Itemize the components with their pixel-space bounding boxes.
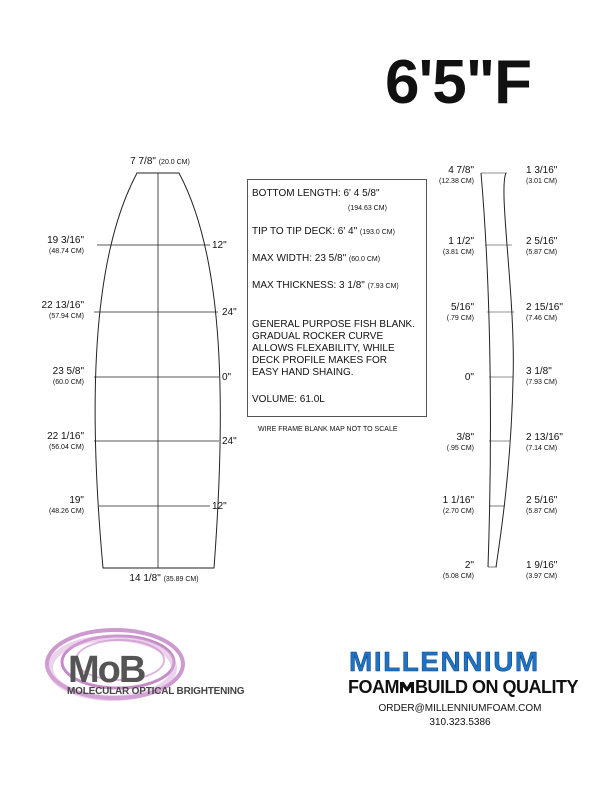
bottom-length: BOTTOM LENGTH: 6' 4 5/8" (252, 188, 380, 199)
width-label-4 (20, 431, 84, 452)
width-in: 22 13/16" (41, 300, 84, 311)
rocker-in: 1 1/2" (448, 236, 474, 247)
tip-to-tip-cm: (193.0 CM) (359, 229, 395, 236)
tip-to-tip (252, 226, 395, 239)
description-line-4: DECK PROFILE MAKES FOR (252, 355, 388, 366)
nose-width-label (110, 156, 210, 169)
page-title: 6'5"F (385, 48, 531, 117)
thickness-label-4 (526, 366, 557, 387)
thickness-cm: (3.97 CM) (526, 573, 558, 580)
max-thickness-in: MAX THICKNESS: 3 1/8" (252, 280, 365, 291)
width-in: 22 1/16" (47, 431, 84, 442)
bottom-length-cm: (194.63 CM) (348, 205, 387, 212)
width-cm: (48.74 CM) (48, 248, 84, 255)
max-thickness (252, 280, 399, 293)
station-label-1: 12" (212, 240, 227, 251)
tail-width-label (104, 573, 224, 586)
rocker-in: 3/8" (456, 432, 474, 443)
rocker-cm: (3.81 CM) (442, 249, 474, 256)
thickness-in: 2 5/16" (526, 236, 558, 247)
width-label-3 (20, 366, 84, 387)
thickness-in: 1 9/16" (526, 560, 558, 571)
description-line-5: EASY HAND SHAING. (252, 367, 354, 378)
millennium-logo-text: MILLENNIUM (349, 646, 540, 677)
rocker-label-3 (418, 302, 474, 323)
description-line-3: ALLOWS FLEXABILITY, WHILE (252, 343, 395, 354)
width-in: 19" (69, 495, 84, 506)
tip-to-tip-in: TIP TO TIP DECK: 6' 4" (252, 226, 358, 237)
thickness-label-5 (526, 432, 563, 453)
thickness-in: 1 3/16" (526, 165, 558, 176)
thickness-cm: (7.46 CM) (526, 315, 558, 322)
max-thickness-cm: (7.93 CM) (367, 283, 399, 290)
rocker-cm: (.95 CM) (446, 445, 474, 452)
tail-width-in: 14 1/8" (129, 573, 161, 584)
nose-width-cm: (20.0 CM) (158, 159, 190, 166)
rocker-in: 1 1/16" (442, 495, 474, 506)
foam-word: FOAM (348, 677, 399, 697)
thickness-label-2 (526, 236, 557, 257)
thickness-in: 3 1/8" (526, 366, 552, 377)
tail-width-cm: (35.89 CM) (163, 576, 199, 583)
station-label-5: 12" (212, 501, 227, 512)
rocker-in: 5/16" (450, 302, 474, 313)
station-label-2: 24" (222, 307, 237, 318)
thickness-label-3 (526, 302, 563, 323)
rocker-in: 0" (464, 372, 474, 383)
width-label-2 (20, 300, 84, 321)
width-label-5 (20, 495, 84, 516)
thickness-cm: (7.14 CM) (526, 445, 558, 452)
thickness-label-1 (526, 165, 557, 186)
profile-bottom-curve (481, 173, 490, 567)
rocker-in: 2" (464, 560, 474, 571)
width-in: 23 5/8" (52, 366, 84, 377)
thickness-cm: (5.87 CM) (526, 508, 558, 515)
rocker-label-7 (418, 560, 474, 581)
width-cm: (48.26 CM) (48, 508, 84, 515)
contact-phone: 310.323.5386 (429, 717, 491, 728)
thickness-label-6 (526, 495, 557, 516)
width-cm: (56.04 CM) (48, 444, 84, 451)
rocker-cm: (.79 CM) (446, 315, 474, 322)
thickness-cm: (3.01 CM) (526, 178, 558, 185)
rocker-label-6 (418, 495, 474, 516)
description-line-1: GENERAL PURPOSE FISH BLANK. (252, 319, 416, 330)
station-label-3: 0" (222, 372, 232, 383)
contact-email[interactable]: ORDER@MILLENNIUMFOAM.COM (378, 703, 542, 714)
thickness-label-7 (526, 560, 557, 581)
spec-box (247, 179, 427, 417)
width-cm: (60.0 CM) (52, 379, 84, 386)
thickness-cm: (5.87 CM) (526, 249, 558, 256)
rocker-in: 4 7/8" (448, 165, 474, 176)
max-width-in: MAX WIDTH: 23 5/8" (252, 253, 347, 264)
volume: VOLUME: 61.0L (252, 394, 325, 405)
thickness-cm: (7.93 CM) (526, 379, 558, 386)
thickness-in: 2 15/16" (526, 302, 563, 313)
scale-note: WIRE FRAME BLANK MAP NOT TO SCALE (258, 426, 398, 433)
rocker-cm: (12.38 CM) (438, 178, 474, 185)
station-label-4: 24" (222, 436, 237, 447)
build-slogan: BUILD ON QUALITY (415, 677, 578, 697)
thickness-in: 2 5/16" (526, 495, 558, 506)
thickness-in: 2 13/16" (526, 432, 563, 443)
max-width (252, 253, 380, 266)
width-in: 19 3/16" (47, 235, 84, 246)
profile-deck-curve (496, 173, 513, 567)
mob-letters: MoB (68, 649, 145, 691)
millennium-m-icon (399, 680, 415, 694)
mob-tagline: MOLECULAR OPTICAL BRIGHTENING (67, 686, 245, 697)
rocker-label-2 (418, 236, 474, 257)
rocker-cm: (5.08 CM) (442, 573, 474, 580)
nose-width-in: 7 7/8" (130, 156, 156, 167)
description-line-2: GRADUAL ROCKER CURVE (252, 331, 384, 342)
rocker-label-5 (418, 432, 474, 453)
rocker-cm: (2.70 CM) (442, 508, 474, 515)
width-label-1 (20, 235, 84, 256)
max-width-cm: (60.0 CM) (348, 256, 381, 263)
rocker-label-4 (418, 372, 474, 384)
width-cm: (57.94 CM) (48, 313, 84, 320)
foam-slogan (348, 678, 578, 696)
rocker-label-1 (418, 165, 474, 186)
